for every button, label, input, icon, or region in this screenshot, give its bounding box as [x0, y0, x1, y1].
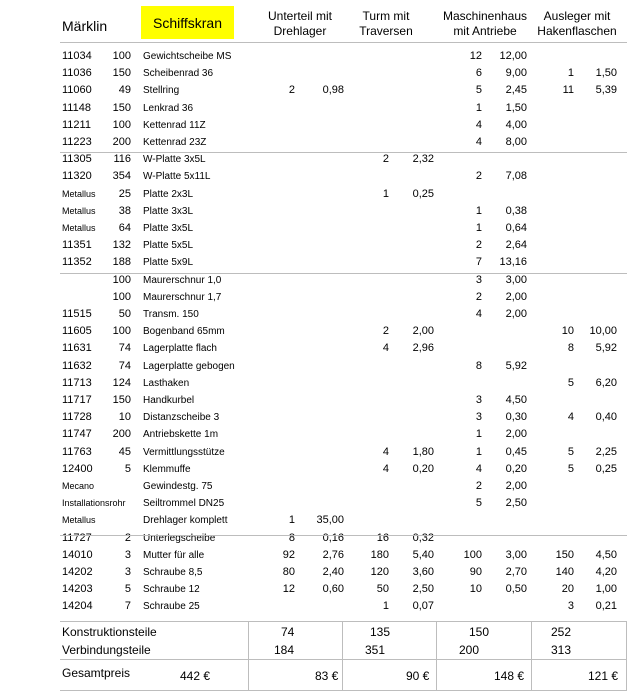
part-name: Transm. 150: [143, 309, 199, 320]
part-name: Lagerplatte gebogen: [143, 360, 235, 372]
maschinenhaus-price: 2,00: [505, 290, 527, 303]
ausleger-count: 1: [567, 67, 574, 80]
part-number: 14010: [62, 548, 93, 561]
maschinenhaus-count: 4: [475, 308, 482, 320]
table-row: [0, 82, 627, 99]
row-divider: [60, 690, 627, 691]
maschinenhaus-count: 2: [475, 480, 482, 492]
header-maschinenhaus: [433, 9, 537, 39]
header-unterteil: [250, 9, 350, 39]
ausleger-count: 150: [555, 548, 574, 561]
part-price-cents: 45: [118, 445, 131, 458]
part-name: Handkurbel: [143, 395, 195, 406]
part-price-cents: 49: [118, 84, 131, 97]
unterteil-price: 0,98: [322, 84, 344, 97]
header-maschinenhaus-line1: Maschinenhaus: [442, 9, 528, 23]
summary-konstruktion-unterteil: 74: [281, 625, 295, 639]
maschinenhaus-count: 1: [475, 204, 482, 217]
part-name: Kettenrad 11Z: [143, 119, 206, 131]
row-divider: [60, 273, 627, 274]
part-price-cents: 100: [112, 325, 131, 338]
summary-gesamt-turm: 90 €: [406, 669, 430, 683]
part-name: Seiltrommel DN25: [143, 498, 225, 510]
part-number: Metallus: [62, 515, 96, 526]
part-price-cents: 188: [112, 256, 131, 269]
header-maschinenhaus-line2: mit Antriebe: [453, 24, 517, 38]
summary-verbindung-ausleger: 313: [551, 643, 572, 657]
part-price-cents: 10: [118, 411, 131, 424]
unterteil-count: 8: [288, 531, 295, 544]
row-divider: [60, 42, 627, 43]
part-name: Platte 3x5L: [143, 223, 194, 234]
maschinenhaus-price: 0,50: [505, 583, 527, 596]
row-divider: [60, 659, 627, 660]
header-schiffskran: Schiffskran: [153, 15, 222, 31]
maschinenhaus-count: 10: [469, 583, 482, 596]
maschinenhaus-count: 1: [475, 101, 482, 114]
table-row: [0, 598, 627, 615]
table-row: [0, 564, 627, 581]
table-row: [0, 306, 627, 323]
part-name: Antriebskette 1m: [143, 429, 219, 441]
part-number: 14204: [62, 600, 93, 613]
part-name: Gewichtscheibe MS: [143, 51, 232, 62]
table-row: [0, 358, 627, 375]
table-row: [0, 512, 627, 529]
turm-price: 2,32: [412, 153, 434, 166]
part-price-cents: 116: [113, 153, 131, 166]
part-price-cents: 64: [118, 222, 131, 234]
table-row: [0, 186, 627, 203]
maschinenhaus-price: 2,64: [505, 239, 527, 252]
maschinenhaus-count: 5: [475, 84, 482, 97]
maschinenhaus-price: 1,50: [505, 101, 527, 114]
part-name: W-Platte 5x11L: [143, 171, 211, 183]
ausleger-price: 2,25: [595, 445, 617, 458]
maschinenhaus-price: 0,45: [505, 445, 527, 458]
part-name: Distanzscheibe 3: [143, 412, 220, 424]
maschinenhaus-price: 2,00: [505, 428, 527, 441]
part-price-cents: 100: [112, 290, 131, 303]
turm-price: 3,60: [412, 566, 434, 578]
header-turm-line1: Turm mit: [362, 9, 410, 23]
table-row: [0, 461, 627, 478]
ausleger-count: 3: [567, 600, 574, 613]
part-name: Platte 5x9L: [143, 257, 194, 269]
column-divider: [248, 621, 249, 690]
summary-verbindung-maschinenhaus: 200: [459, 643, 480, 657]
maschinenhaus-count: 2: [475, 239, 482, 252]
summary-gesamt-ausleger: 121 €: [588, 669, 619, 683]
maschinenhaus-count: 6: [475, 67, 482, 80]
maschinenhaus-price: 7,08: [505, 170, 527, 183]
ausleger-count: 8: [567, 342, 574, 355]
part-price-cents: 38: [118, 204, 131, 217]
part-price-cents: 150: [112, 101, 131, 114]
ausleger-count: 140: [555, 566, 574, 578]
part-number: 11060: [62, 84, 92, 97]
part-name: Gewindestg. 75: [143, 481, 213, 492]
ausleger-price: 6,20: [595, 376, 617, 389]
turm-count: 4: [382, 342, 389, 355]
part-name: W-Platte 3x5L: [143, 154, 206, 166]
table-row: [0, 289, 627, 306]
turm-count: 2: [382, 153, 389, 166]
table-row: [0, 375, 627, 392]
turm-price: 2,96: [412, 342, 434, 355]
part-name: Platte 5x5L: [143, 240, 194, 252]
part-name: Bogenband 65mm: [143, 326, 225, 338]
summary-konstruktion-turm: 135: [370, 625, 391, 639]
turm-price: 0,07: [412, 600, 434, 613]
maschinenhaus-price: 0,20: [505, 462, 527, 475]
part-price-cents: 74: [118, 359, 131, 372]
unterteil-count: 1: [288, 514, 295, 527]
ausleger-price: 4,20: [595, 566, 617, 578]
part-number: 11211: [62, 118, 91, 131]
row-divider: [60, 535, 627, 536]
summary-verbindung-unterteil: 184: [274, 643, 295, 657]
maschinenhaus-count: 1: [475, 445, 482, 458]
table-row: [0, 340, 627, 357]
part-price-cents: 5: [124, 462, 131, 475]
summary-verbindung-label: Verbindungsteile: [62, 643, 151, 657]
part-number: 14203: [62, 583, 93, 596]
ausleger-price: 1,00: [595, 583, 617, 596]
summary-gesamt-label: Gesamtpreis: [62, 666, 131, 680]
part-number: 11717: [62, 394, 92, 406]
turm-count: 180: [370, 548, 389, 561]
table-row: [0, 134, 627, 151]
column-divider: [342, 621, 343, 690]
part-name: Lenkrad 36: [143, 102, 194, 114]
table-row: [0, 581, 627, 598]
unterteil-count: 12: [282, 583, 295, 596]
maschinenhaus-price: 0,30: [505, 411, 527, 424]
header-turm: [346, 9, 426, 39]
part-name: Unterlegscheibe: [143, 532, 216, 544]
turm-count: 1: [382, 600, 389, 613]
turm-count: 4: [382, 445, 389, 458]
maschinenhaus-count: 4: [475, 136, 482, 148]
unterteil-count: 80: [282, 566, 295, 578]
turm-price: 0,32: [412, 531, 434, 544]
part-number: 11605: [62, 325, 92, 338]
part-name: Vermittlungsstütze: [143, 446, 225, 458]
maschinenhaus-price: 2,45: [505, 84, 527, 97]
turm-price: 5,40: [412, 548, 434, 561]
part-price-cents: 7: [124, 600, 131, 613]
maschinenhaus-price: 4,50: [505, 394, 527, 406]
table-row: [0, 547, 627, 564]
maschinenhaus-count: 2: [475, 290, 482, 303]
ausleger-price: 5,39: [595, 84, 617, 97]
summary-gesamt-total: 442 €: [180, 669, 211, 683]
maschinenhaus-price: 12,00: [499, 50, 527, 62]
part-number: 11351: [62, 239, 92, 252]
turm-price: 1,80: [412, 445, 434, 458]
maschinenhaus-price: 3,00: [505, 273, 527, 286]
maschinenhaus-count: 12: [469, 50, 482, 62]
summary-konstruktion-maschinenhaus: 150: [469, 625, 490, 639]
maschinenhaus-price: 2,50: [505, 497, 527, 510]
row-divider: [60, 621, 627, 622]
maschinenhaus-count: 90: [469, 566, 482, 578]
part-number: 11632: [62, 359, 92, 372]
maschinenhaus-price: 0,64: [505, 222, 527, 234]
column-divider: [436, 621, 437, 690]
part-price-cents: 100: [112, 118, 131, 131]
table-row: [0, 203, 627, 220]
part-number: 11034: [62, 50, 92, 62]
ausleger-count: 10: [561, 325, 574, 338]
row-divider: [60, 152, 627, 153]
part-number: Installationsrohr: [62, 498, 126, 509]
table-row: [0, 151, 627, 168]
turm-price: 2,00: [412, 325, 434, 338]
table-row: [0, 272, 627, 289]
turm-price: 0,25: [412, 187, 434, 200]
maschinenhaus-count: 3: [475, 273, 482, 286]
part-price-cents: 3: [124, 548, 131, 561]
table-row: [0, 48, 627, 65]
summary-konstruktion-ausleger: 252: [551, 625, 572, 639]
part-price-cents: 150: [112, 67, 131, 80]
header-turm-line2: Traversen: [359, 24, 413, 38]
table-row: [0, 220, 627, 237]
part-number: 11352: [62, 256, 92, 269]
part-number: Metallus: [62, 223, 96, 233]
part-number: 11631: [62, 342, 92, 355]
unterteil-price: 2,76: [322, 548, 344, 561]
part-name: Maurerschnur 1,0: [143, 274, 222, 286]
part-price-cents: 200: [112, 428, 131, 441]
table-row: [0, 495, 627, 512]
table-row: [0, 409, 627, 426]
header-ausleger: [527, 9, 627, 39]
maschinenhaus-price: 0,38: [505, 204, 527, 217]
turm-count: 16: [376, 531, 389, 544]
unterteil-price: 35,00: [316, 514, 344, 527]
part-number: 11515: [62, 308, 92, 320]
part-name: Drehlager komplett: [143, 515, 228, 527]
table-row: [0, 444, 627, 461]
maschinenhaus-count: 4: [475, 462, 482, 475]
part-number: 12400: [62, 462, 93, 475]
part-name: Stellring: [143, 85, 180, 97]
ausleger-count: 5: [567, 445, 574, 458]
part-name: Schraube 12: [143, 584, 200, 596]
part-number: Metallus: [62, 205, 96, 216]
unterteil-price: 2,40: [322, 566, 344, 578]
maschinenhaus-count: 4: [475, 118, 482, 131]
part-number: 11728: [62, 411, 92, 424]
header-unterteil-line2: Drehlager: [273, 24, 327, 38]
header-ausleger-line2: Hakenflaschen: [537, 24, 617, 38]
maschinenhaus-count: 1: [475, 428, 482, 441]
part-price-cents: 132: [112, 239, 131, 252]
ausleger-price: 5,92: [595, 342, 617, 355]
maschinenhaus-count: 3: [475, 394, 482, 406]
summary-gesamt-maschinenhaus: 148 €: [494, 669, 525, 683]
part-price-cents: 354: [112, 170, 131, 183]
summary-konstruktion-label: Konstruktionsteile: [62, 625, 157, 639]
table-row: [0, 392, 627, 409]
maschinenhaus-price: 2,00: [505, 480, 527, 492]
ausleger-price: 4,50: [595, 548, 617, 561]
part-name: Mutter für alle: [143, 549, 205, 561]
summary-verbindung-turm: 351: [365, 643, 386, 657]
header-unterteil-line1: Unterteil mit: [267, 9, 332, 23]
summary-gesamt-unterteil: 83 €: [315, 669, 339, 683]
table-row: [0, 530, 627, 547]
table-row: [0, 478, 627, 495]
part-name: Lasthaken: [143, 377, 190, 389]
table-row: [0, 237, 627, 254]
part-price-cents: 5: [124, 583, 131, 596]
ausleger-price: 0,21: [595, 600, 617, 613]
maschinenhaus-count: 2: [475, 170, 482, 183]
header-ausleger-line1: Ausleger mit: [543, 9, 611, 23]
ausleger-price: 0,25: [595, 462, 617, 475]
part-number: 11713: [62, 376, 92, 389]
part-number: 11320: [62, 170, 92, 183]
part-number: 14202: [62, 566, 93, 578]
maschinenhaus-count: 5: [475, 497, 482, 510]
turm-price: 2,50: [412, 583, 434, 596]
maschinenhaus-price: 3,00: [505, 548, 527, 561]
part-price-cents: 150: [112, 394, 131, 406]
turm-price: 0,20: [412, 462, 434, 475]
table-row: [0, 117, 627, 134]
part-number: 11747: [62, 428, 92, 441]
maschinenhaus-price: 5,92: [505, 359, 527, 372]
part-price-cents: 50: [118, 308, 131, 320]
part-price-cents: 25: [118, 187, 131, 200]
unterteil-price: 0,16: [322, 531, 344, 544]
unterteil-count: 2: [288, 84, 295, 97]
part-number: Metallus: [62, 188, 96, 199]
part-price-cents: 100: [112, 50, 131, 62]
maschinenhaus-price: 9,00: [505, 67, 527, 80]
part-price-cents: 200: [112, 136, 131, 148]
part-name: Schraube 8,5: [143, 567, 203, 578]
ausleger-count: 5: [567, 462, 574, 475]
turm-count: 1: [382, 187, 389, 200]
part-price-cents: 74: [118, 342, 131, 355]
part-name: Maurerschnur 1,7: [143, 291, 222, 303]
part-name: Scheibenrad 36: [143, 68, 214, 80]
unterteil-price: 0,60: [322, 583, 344, 596]
part-number: 11305: [62, 153, 92, 166]
unterteil-count: 92: [282, 548, 295, 561]
maschinenhaus-count: 8: [475, 359, 482, 372]
ausleger-price: 10,00: [589, 325, 617, 338]
table-row: [0, 168, 627, 185]
maschinenhaus-price: 4,00: [505, 118, 527, 131]
part-name: Platte 3x3L: [143, 205, 194, 217]
part-name: Lagerplatte flach: [143, 343, 217, 355]
ausleger-count: 11: [562, 84, 574, 97]
maschinenhaus-count: 3: [475, 411, 482, 424]
table-row: [0, 426, 627, 443]
table-row: [0, 65, 627, 82]
part-price-cents: 124: [112, 376, 131, 389]
ausleger-price: 1,50: [595, 67, 617, 80]
part-number: 11036: [62, 67, 92, 80]
maschinenhaus-count: 1: [475, 222, 482, 234]
ausleger-count: 20: [561, 583, 574, 596]
part-price-cents: 3: [124, 566, 131, 578]
ausleger-count: 4: [567, 411, 574, 424]
table-row: [0, 323, 627, 340]
part-number: 11763: [62, 445, 92, 458]
maschinenhaus-count: 100: [463, 548, 482, 561]
part-name: Klemmuffe: [143, 463, 191, 475]
maschinenhaus-price: 8,00: [505, 136, 527, 148]
maschinenhaus-price: 2,00: [505, 308, 527, 320]
table-row: [0, 100, 627, 117]
part-number: 11727: [62, 531, 92, 544]
header-maerklin: Märklin: [62, 18, 108, 34]
part-price-cents: 2: [124, 531, 131, 544]
part-number: 11223: [62, 136, 92, 148]
part-name: Kettenrad 23Z: [143, 137, 207, 148]
part-name: Platte 2x3L: [143, 188, 194, 200]
part-number: 11148: [62, 101, 91, 114]
turm-count: 2: [382, 325, 389, 338]
turm-count: 120: [370, 566, 389, 578]
part-number: Mecano: [62, 481, 95, 491]
table-row: [0, 254, 627, 271]
maschinenhaus-price: 2,70: [505, 566, 527, 578]
turm-count: 50: [376, 583, 389, 596]
maschinenhaus-price: 13,16: [499, 256, 527, 269]
part-price-cents: 100: [112, 273, 131, 286]
ausleger-count: 5: [567, 376, 574, 389]
ausleger-price: 0,40: [595, 411, 617, 424]
turm-count: 4: [382, 462, 389, 475]
maschinenhaus-count: 7: [475, 256, 482, 269]
part-name: Schraube 25: [143, 601, 200, 613]
column-divider: [531, 621, 532, 690]
